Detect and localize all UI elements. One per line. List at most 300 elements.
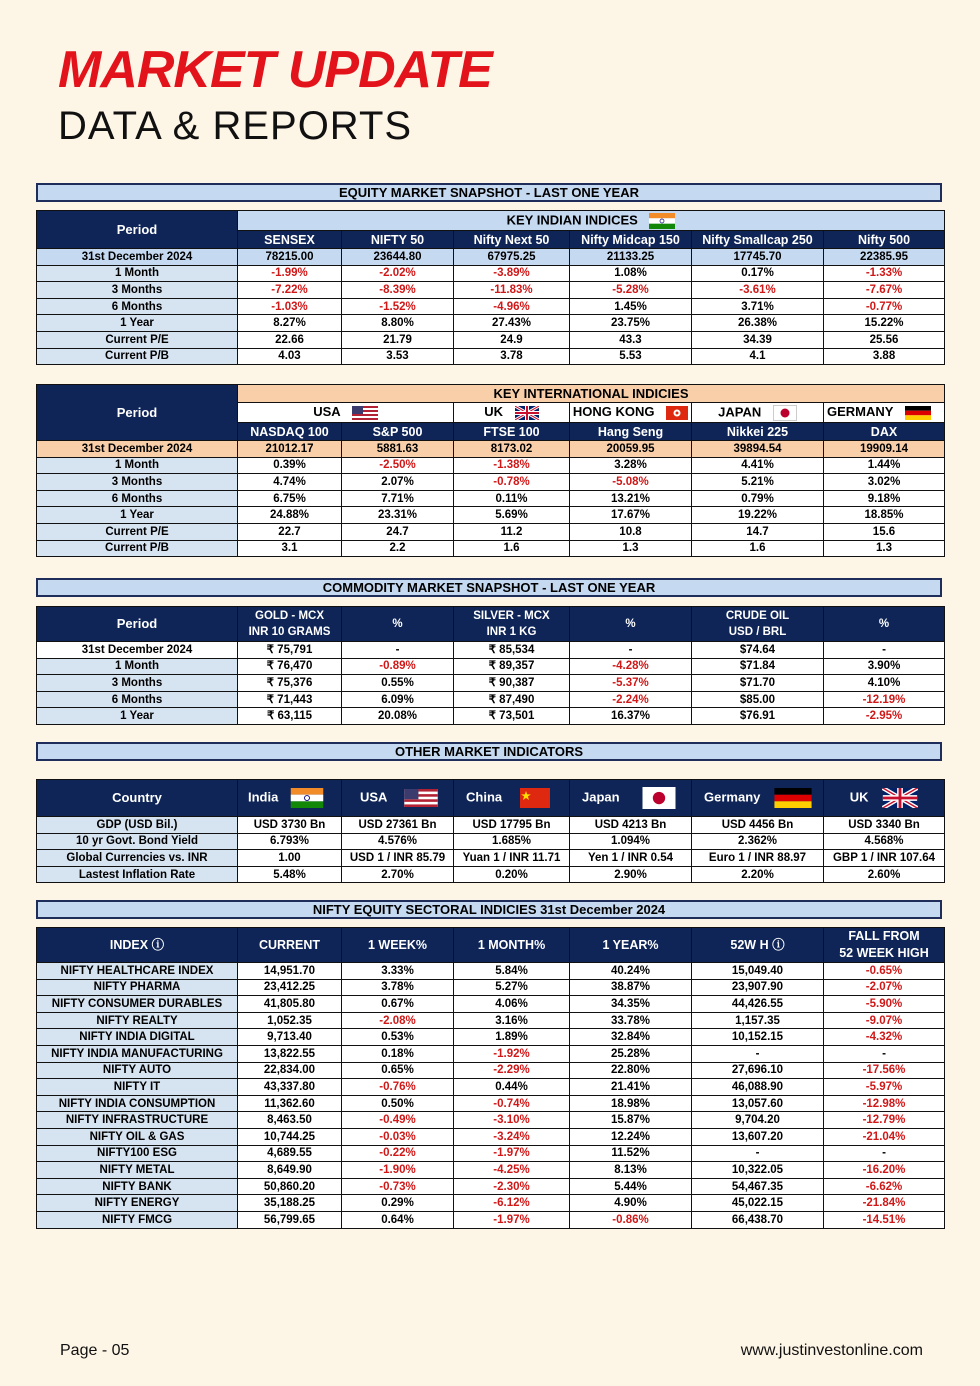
table-cell: - (824, 1145, 945, 1162)
table-cell: ₹ 63,115 (238, 708, 342, 725)
table-cell: 0.11% (454, 490, 570, 507)
table-cell: -5.90% (824, 996, 945, 1013)
table-cell: 15.87% (570, 1112, 692, 1129)
row-label: Current P/B (37, 540, 238, 557)
page-number: Page - 05 (60, 1342, 130, 1359)
table-cell: 5.53 (570, 348, 692, 365)
table-cell: 0.65% (342, 1062, 454, 1079)
table-cell: 5.48% (238, 866, 342, 883)
table-cell: 78215.00 (238, 249, 342, 266)
row-label: 3 Months (37, 675, 238, 692)
table-cell: 1.89% (454, 1029, 570, 1046)
column-header: CURRENT (238, 928, 342, 963)
table-cell: USD 3340 Bn (824, 817, 945, 834)
table-cell: 56,799.65 (238, 1211, 342, 1228)
table-cell: -1.97% (454, 1145, 570, 1162)
table-cell: -2.30% (454, 1178, 570, 1195)
table-cell: 25.56 (824, 331, 945, 348)
table-cell: -7.22% (238, 282, 342, 299)
table-cell: 1.3 (570, 540, 692, 557)
table-cell: USD 4213 Bn (570, 817, 692, 834)
country-hong-kong: HONG KONG (570, 403, 692, 423)
table-cell: $76.91 (692, 708, 824, 725)
column-header: Nifty Midcap 150 (570, 231, 692, 249)
row-label: Current P/E (37, 331, 238, 348)
table-cell: 33.78% (570, 1012, 692, 1029)
table-cell: 4.576% (342, 833, 454, 850)
row-label: NIFTY PHARMA (37, 979, 238, 996)
row-label: 6 Months (37, 691, 238, 708)
table-cell: 27.43% (454, 315, 570, 332)
row-label: 1 Month (37, 457, 238, 474)
table-cell: 50,860.20 (238, 1178, 342, 1195)
table-cell: 6.793% (238, 833, 342, 850)
row-label: 3 Months (37, 282, 238, 299)
table-cell: GBP 1 / INR 107.64 (824, 850, 945, 867)
table-cell: ₹ 73,501 (454, 708, 570, 725)
table-row (37, 850, 945, 867)
page-subtitle: DATA & REPORTS (58, 104, 413, 148)
country-uk: UK (824, 780, 945, 817)
table-row (37, 708, 945, 725)
table-cell: 20059.95 (570, 441, 692, 458)
table-cell: 15,049.40 (692, 963, 824, 980)
table-cell: 2.362% (692, 833, 824, 850)
column-header: % (570, 607, 692, 642)
table-cell: -16.20% (824, 1162, 945, 1179)
table-cell: 25.28% (570, 1045, 692, 1062)
row-label: NIFTY IT (37, 1079, 238, 1096)
table-row (37, 298, 945, 315)
table-cell: 5881.63 (342, 441, 454, 458)
table-cell: 0.79% (692, 490, 824, 507)
japan-flag-icon (773, 405, 797, 421)
table-cell: 2.20% (692, 866, 824, 883)
row-label: Global Currencies vs. INR (37, 850, 238, 867)
table-cell: -0.49% (342, 1112, 454, 1129)
table-cell: 11.2 (454, 523, 570, 540)
table-cell: -17.56% (824, 1062, 945, 1079)
table-cell: 9.18% (824, 490, 945, 507)
table-cell: -2.07% (824, 979, 945, 996)
table-cell: 32.84% (570, 1029, 692, 1046)
table-cell: 14.7 (692, 523, 824, 540)
table-cell: -8.39% (342, 282, 454, 299)
table-cell: 0.55% (342, 675, 454, 692)
table-cell: 4.1 (692, 348, 824, 365)
table-cell: 1.094% (570, 833, 692, 850)
table-cell: -4.25% (454, 1162, 570, 1179)
table-cell: - (824, 1045, 945, 1062)
table-cell: 1.6 (454, 540, 570, 557)
row-label: 1 Month (37, 265, 238, 282)
equity-banner: EQUITY MARKET SNAPSHOT - LAST ONE YEAR (36, 183, 942, 202)
period-header: Period (37, 385, 238, 441)
column-header: % (824, 607, 945, 642)
table-cell: - (692, 1045, 824, 1062)
sectoral-table (36, 927, 945, 1229)
table-cell: 6.09% (342, 691, 454, 708)
row-label: NIFTY INDIA DIGITAL (37, 1029, 238, 1046)
row-label: Current P/B (37, 348, 238, 365)
table-cell: -6.62% (824, 1178, 945, 1195)
table-cell: 22385.95 (824, 249, 945, 266)
table-cell: 67975.25 (454, 249, 570, 266)
table-cell: 34.39 (692, 331, 824, 348)
row-label: 6 Months (37, 298, 238, 315)
table-cell: Euro 1 / INR 88.97 (692, 850, 824, 867)
table-cell: USD 3730 Bn (238, 817, 342, 834)
india-flag-icon (290, 788, 324, 808)
table-cell: -1.38% (454, 457, 570, 474)
table-cell: -4.96% (454, 298, 570, 315)
table-cell: 3.1 (238, 540, 342, 557)
country-germany: Germany (692, 780, 824, 817)
table-cell: -11.83% (454, 282, 570, 299)
table-cell: 4.568% (824, 833, 945, 850)
table-cell: -21.04% (824, 1128, 945, 1145)
table-cell: 1.00 (238, 850, 342, 867)
country-china: China (454, 780, 570, 817)
table-cell: - (824, 642, 945, 659)
row-label: 1 Year (37, 507, 238, 524)
table-row (37, 457, 945, 474)
table-cell: -2.24% (570, 691, 692, 708)
column-header: Nifty Next 50 (454, 231, 570, 249)
table-cell: -1.03% (238, 298, 342, 315)
table-cell: 8.80% (342, 315, 454, 332)
row-label: 6 Months (37, 490, 238, 507)
table-cell: 0.18% (342, 1045, 454, 1062)
table-cell: -1.92% (454, 1045, 570, 1062)
table-row (37, 282, 945, 299)
column-header: SENSEX (238, 231, 342, 249)
table-cell: -3.89% (454, 265, 570, 282)
table-cell: 20.08% (342, 708, 454, 725)
table-cell: 0.53% (342, 1029, 454, 1046)
table-cell: 1.6 (692, 540, 824, 557)
table-cell: 43.3 (570, 331, 692, 348)
country-japan: Japan (570, 780, 692, 817)
table-cell: 13,607.20 (692, 1128, 824, 1145)
table-cell: 23644.80 (342, 249, 454, 266)
table-cell: 7.71% (342, 490, 454, 507)
table-cell: 4.03 (238, 348, 342, 365)
table-cell: 1.45% (570, 298, 692, 315)
table-cell: 3.28% (570, 457, 692, 474)
other-indicators-banner: OTHER MARKET INDICATORS (36, 742, 942, 761)
period-header: Period (37, 607, 238, 642)
table-row (37, 675, 945, 692)
table-row (37, 658, 945, 675)
website-link[interactable]: www.justinvestonline.com (740, 1342, 923, 1359)
table-row (37, 1079, 945, 1096)
table-cell: 46,088.90 (692, 1079, 824, 1096)
table-row (37, 1095, 945, 1112)
column-header: Hang Seng (570, 423, 692, 441)
country-germany: GERMANY (824, 403, 945, 423)
table-cell: 16.37% (570, 708, 692, 725)
table-row (37, 833, 945, 850)
table-cell: 24.9 (454, 331, 570, 348)
table-cell: 2.70% (342, 866, 454, 883)
column-header: FTSE 100 (454, 423, 570, 441)
table-cell: ₹ 71,443 (238, 691, 342, 708)
table-cell: 21012.17 (238, 441, 342, 458)
table-row (37, 265, 945, 282)
table-cell: -12.79% (824, 1112, 945, 1129)
uk-flag-icon (882, 788, 918, 808)
country-japan: JAPAN (692, 403, 824, 423)
hong-kong-flag-icon (666, 406, 688, 420)
table-cell: 4.10% (824, 675, 945, 692)
row-label: Lastest Inflation Rate (37, 866, 238, 883)
table-cell: 3.16% (454, 1012, 570, 1029)
table-row (37, 979, 945, 996)
table-cell: -2.29% (454, 1062, 570, 1079)
table-cell: 15.6 (824, 523, 945, 540)
table-cell: -3.24% (454, 1128, 570, 1145)
table-cell: ₹ 87,490 (454, 691, 570, 708)
row-label: NIFTY AUTO (37, 1062, 238, 1079)
table-cell: 9,704.20 (692, 1112, 824, 1129)
row-label: NIFTY REALTY (37, 1012, 238, 1029)
commodity-banner: COMMODITY MARKET SNAPSHOT - LAST ONE YEAR (36, 578, 942, 597)
table-cell: 18.98% (570, 1095, 692, 1112)
table-cell: -0.89% (342, 658, 454, 675)
table-cell: 3.78% (342, 979, 454, 996)
table-cell: ₹ 75,791 (238, 642, 342, 659)
row-label: NIFTY FMCG (37, 1211, 238, 1228)
table-cell: 3.02% (824, 474, 945, 491)
table-row (37, 474, 945, 491)
table-cell: -2.95% (824, 708, 945, 725)
column-header: % (342, 607, 454, 642)
row-label: NIFTY INFRASTRUCTURE (37, 1112, 238, 1129)
country-uk: UK (454, 403, 570, 423)
table-cell: 14,951.70 (238, 963, 342, 980)
table-cell: 4.06% (454, 996, 570, 1013)
table-cell: 23,907.90 (692, 979, 824, 996)
table-cell: 17.67% (570, 507, 692, 524)
table-cell: 17745.70 (692, 249, 824, 266)
table-cell: 2.07% (342, 474, 454, 491)
table-cell: -5.97% (824, 1079, 945, 1096)
table-cell: 35,188.25 (238, 1195, 342, 1212)
table-cell: 38.87% (570, 979, 692, 996)
table-cell: - (570, 642, 692, 659)
table-cell: 4.74% (238, 474, 342, 491)
table-row (37, 1045, 945, 1062)
table-cell: 22.80% (570, 1062, 692, 1079)
table-cell: $74.64 (692, 642, 824, 659)
column-header: SILVER - MCX INR 1 KG (454, 607, 570, 642)
table-cell: 21.41% (570, 1079, 692, 1096)
table-cell: 23,412.25 (238, 979, 342, 996)
fall-from-high-header: FALL FROM 52 WEEK HIGH (824, 928, 945, 963)
usa-flag-icon (403, 789, 439, 807)
table-cell: -1.97% (454, 1211, 570, 1228)
table-cell: 15.22% (824, 315, 945, 332)
table-cell: $71.70 (692, 675, 824, 692)
table-row (37, 490, 945, 507)
table-cell: 22.7 (238, 523, 342, 540)
column-header: NIFTY 50 (342, 231, 454, 249)
page-title: MARKET UPDATE (58, 41, 492, 99)
column-header: DAX (824, 423, 945, 441)
table-cell: 21.79 (342, 331, 454, 348)
row-label: 31st December 2024 (37, 642, 238, 659)
table-row (37, 642, 945, 659)
table-cell: -6.12% (454, 1195, 570, 1212)
table-row (37, 331, 945, 348)
table-cell: 3.33% (342, 963, 454, 980)
table-cell: 1,157.35 (692, 1012, 824, 1029)
table-cell: -21.84% (824, 1195, 945, 1212)
table-cell: 34.35% (570, 996, 692, 1013)
row-label: 10 yr Govt. Bond Yield (37, 833, 238, 850)
table-cell: 5.21% (692, 474, 824, 491)
table-cell: -0.65% (824, 963, 945, 980)
table-cell: -1.33% (824, 265, 945, 282)
table-cell: 19909.14 (824, 441, 945, 458)
table-cell: 24.88% (238, 507, 342, 524)
row-label: 31st December 2024 (37, 249, 238, 266)
table-row (37, 1195, 945, 1212)
table-cell: 10,322.05 (692, 1162, 824, 1179)
key-indian-indices-header: KEY INDIAN INDICES (238, 211, 945, 231)
column-header: 1 YEAR% (570, 928, 692, 963)
table-cell: 13.21% (570, 490, 692, 507)
table-cell: -1.52% (342, 298, 454, 315)
country-header: Country (37, 780, 238, 817)
table-row (37, 523, 945, 540)
table-cell: 1.44% (824, 457, 945, 474)
table-cell: 8,463.50 (238, 1112, 342, 1129)
period-header: Period (37, 211, 238, 249)
country-india: India (238, 780, 342, 817)
table-cell: 11.52% (570, 1145, 692, 1162)
row-label: 1 Year (37, 708, 238, 725)
column-header: 52W H ⓘ (692, 928, 824, 963)
table-cell: 10.8 (570, 523, 692, 540)
table-cell: 2.90% (570, 866, 692, 883)
table-cell: 22,834.00 (238, 1062, 342, 1079)
table-row (37, 507, 945, 524)
country-usa: USA (342, 780, 454, 817)
column-header: Nikkei 225 (692, 423, 824, 441)
table-cell: USD 4456 Bn (692, 817, 824, 834)
row-label: NIFTY METAL (37, 1162, 238, 1179)
table-cell: -0.03% (342, 1128, 454, 1145)
table-cell: 54,467.35 (692, 1178, 824, 1195)
table-cell: 39894.54 (692, 441, 824, 458)
table-cell: -4.28% (570, 658, 692, 675)
row-label: GDP (USD Bil.) (37, 817, 238, 834)
table-row (37, 1211, 945, 1228)
table-cell: 0.17% (692, 265, 824, 282)
table-cell: $85.00 (692, 691, 824, 708)
table-cell: 44,426.55 (692, 996, 824, 1013)
table-row (37, 540, 945, 557)
column-header: S&P 500 (342, 423, 454, 441)
row-label: 3 Months (37, 474, 238, 491)
column-header: 1 WEEK% (342, 928, 454, 963)
row-label: NIFTY ENERGY (37, 1195, 238, 1212)
usa-flag-icon (352, 406, 378, 420)
table-row (37, 1178, 945, 1195)
column-header: 1 MONTH% (454, 928, 570, 963)
table-cell: 4,689.55 (238, 1145, 342, 1162)
table-cell: 11,362.60 (238, 1095, 342, 1112)
table-cell: 8,649.90 (238, 1162, 342, 1179)
row-label: NIFTY INDIA MANUFACTURING (37, 1045, 238, 1062)
table-cell: -7.67% (824, 282, 945, 299)
column-header: GOLD - MCX INR 10 GRAMS (238, 607, 342, 642)
table-cell: 66,438.70 (692, 1211, 824, 1228)
table-cell: -12.19% (824, 691, 945, 708)
table-cell: 0.39% (238, 457, 342, 474)
table-cell: -5.28% (570, 282, 692, 299)
table-cell: 0.29% (342, 1195, 454, 1212)
table-cell: 3.71% (692, 298, 824, 315)
table-cell: ₹ 85,534 (454, 642, 570, 659)
table-cell: -9.07% (824, 1012, 945, 1029)
table-cell: 10,152.15 (692, 1029, 824, 1046)
table-cell: 0.67% (342, 996, 454, 1013)
table-cell: 45,022.15 (692, 1195, 824, 1212)
table-cell: -2.08% (342, 1012, 454, 1029)
table-cell: - (692, 1145, 824, 1162)
table-cell: 4.41% (692, 457, 824, 474)
table-cell: -5.08% (570, 474, 692, 491)
table-cell: 19.22% (692, 507, 824, 524)
table-cell: -0.78% (454, 474, 570, 491)
table-cell: 0.50% (342, 1095, 454, 1112)
table-row (37, 441, 945, 458)
row-label: Current P/E (37, 523, 238, 540)
table-row (37, 691, 945, 708)
table-cell: ₹ 75,376 (238, 675, 342, 692)
row-label: NIFTY BANK (37, 1178, 238, 1195)
japan-flag-icon (641, 787, 677, 809)
table-cell: 1.3 (824, 540, 945, 557)
table-cell: 13,057.60 (692, 1095, 824, 1112)
table-cell: 13,822.55 (238, 1045, 342, 1062)
table-cell: 8173.02 (454, 441, 570, 458)
table-cell: 9,713.40 (238, 1029, 342, 1046)
table-row (37, 1128, 945, 1145)
india-flag-icon (649, 213, 675, 229)
table-cell: 21133.25 (570, 249, 692, 266)
row-label: NIFTY INDIA CONSUMPTION (37, 1095, 238, 1112)
table-cell: 0.44% (454, 1079, 570, 1096)
table-cell: -0.73% (342, 1178, 454, 1195)
table-cell: -4.32% (824, 1029, 945, 1046)
table-cell: 5.27% (454, 979, 570, 996)
table-cell: 3.78 (454, 348, 570, 365)
table-cell: 41,805.80 (238, 996, 342, 1013)
table-cell: USD 17795 Bn (454, 817, 570, 834)
table-cell: -3.61% (692, 282, 824, 299)
table-cell: 3.88 (824, 348, 945, 365)
row-label: NIFTY100 ESG (37, 1145, 238, 1162)
table-cell: 22.66 (238, 331, 342, 348)
table-row (37, 1145, 945, 1162)
table-row (37, 996, 945, 1013)
table-cell: 3.53 (342, 348, 454, 365)
table-row (37, 348, 945, 365)
